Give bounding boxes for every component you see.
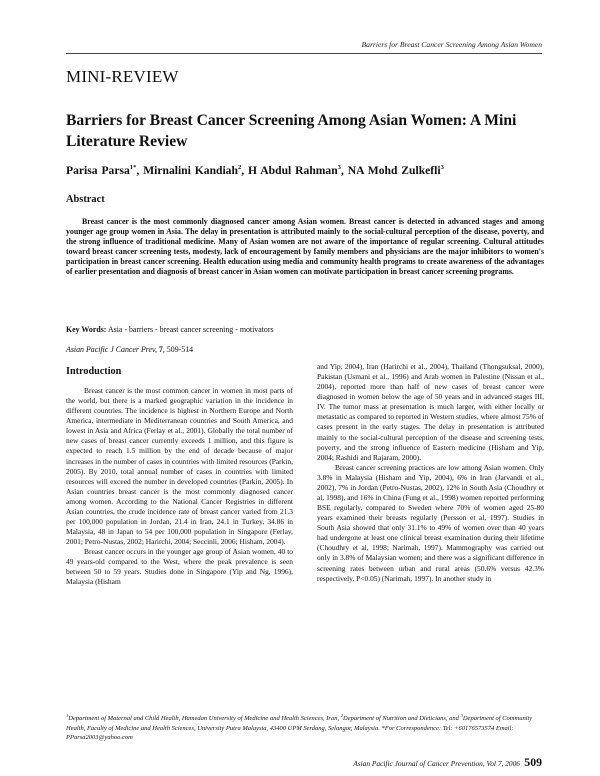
author-name: H Abdul Rahman [248, 164, 338, 177]
introduction-heading: Introduction [66, 366, 122, 377]
author-affiliation-marker: 2 [237, 164, 242, 172]
affiliation-marker: 2 [340, 713, 344, 718]
body-paragraph: and Yip, 2004), Iran (Harirchi et al., 2004), Thailand (Thongsuksal, 2000), Pakistan (Usmani et al., 1996) and Arab women in Palestine (Nissan et al., 2004), reported more than half of new cases of breast cancer were diagnosed in women below the age of 50 years and in advanced stages III, IV. The tumor mass at presentation is much larger, with either locally or metastatic as compared to reported in Western studies, where almost 75% of cases present in the early stages. The delay in presentation is attributed mainly to the social-cultural perception of the disease and screening tests, poverty, and the strong influence of Eastern medicine (Hisham and Yip, 2004; Rashidi and Rajaram, 2000). [317, 362, 544, 462]
keywords-text: Asia - barriers - breast cancer screening - motivators [106, 325, 274, 334]
affiliation-marker: 3 [460, 713, 463, 718]
author-name: Mirnalini Kandiah [143, 164, 238, 177]
citation-journal: Asian Pacific J Cancer Prev, [66, 345, 157, 354]
affiliation-text: Department of Nutrition and Dieticians, and [343, 715, 461, 723]
author-separator: , [136, 164, 144, 177]
author-affiliation-marker: 1* [129, 164, 137, 172]
footer-journal: Asian Pacific Journal of Cancer Prevention, Vol 7, 2006 [353, 759, 520, 768]
affiliation-text: Department of Community Health, Faculty of Medicine and Health Sciences, University Putra Malaysia, 43400 UPM Serdang, Selangor, Malaysia. *For Correspondence: Tel: +60176573574 Email: PParsa2003@yahoo.com [66, 715, 533, 741]
body-paragraph: Breast cancer screening practices are low among Asian women. Only 3.8% in Malaysia (Hisham and Yip, 2004), 6% in Iran (Jarvandi et al., 2002), 7% in Jordan (Petro-Nustas, 2002), 12% in South Asia (Choudhry et al, 1998), and 16% in China (Fung et al., 1998) women reported performing BSE regularly, compared to Sweden where 70% of women aged 25-80 years examined their breasts regularly (Persson et al, 1997). Studies in South Asia showed that only 31.1% to 49% of women over than 40 years had undergone at least one clinical breast examination during their lifetime (Choudhry et al, 1998; Narimah, 1997). Mammography was carried out only in 3.8% of Malaysian women; and there was a significant difference in screening rates between urban and rural areas (50.6% versus 42.3% respectively, P<0.05) (Narimah, 1997). In another study in [317, 462, 544, 583]
citation-pages: , 509-514 [162, 345, 194, 354]
citation [66, 345, 193, 354]
running-head: Barriers for Breast Cancer Screening Among Asian Women [361, 40, 542, 49]
author-name: NA Mohd Zulkefli [347, 164, 441, 177]
right-column [317, 362, 544, 584]
body-paragraph: Breast cancer occurs in the younger age group of Asian women, 40 to 49 years-old compared to the West, where the peak prevalence is seen between 50 to 59 years. Studies done in Singapore (Yip and Ng, 1996), Malaysia (Hisham [66, 547, 293, 587]
author-separator: , [340, 164, 348, 177]
page-number: 509 [524, 755, 542, 769]
keywords [66, 325, 546, 334]
author-name: Parisa Parsa [66, 164, 130, 177]
article-title: Barriers for Breast Cancer Screening Among Asian Women: A Mini Literature Review [66, 112, 517, 150]
author-affiliation-marker: 3 [337, 164, 341, 172]
author-list [66, 164, 444, 177]
header-rule [66, 53, 542, 54]
author-affiliation-marker: 3 [440, 164, 444, 172]
body-paragraph: Breast cancer is the most common cancer in women in most parts of the world, but there is a marked geographic variation in the incidence in different countries. The incidence is highest in Northern Europe and North America, intermediate in Mediterranean countries and South America, and lowest in Asia and Africa (Ferlay et al., 2001). Globally the total number of new cases of breast cancer currently exceeds 1 million, and this figure is expected to reach 1.5 million by the end of decade because of major increases in the number of cases in countries with limited resources (Parkin, 2005). By 2010, total annual number of cases in countries with limited resources will exceed the number in developed countries (Parkin, 2005). In Asian countries breast cancer is the most commonly diagnosed cancer among women. According to the National Cancer Registries in different Asian countries, the crude incidence rate of breast cancer varied from 21.3 per 100,000 population in Jordan, 21.4 in Iran, 24.1 in Turkey, 34.86 in Malaysia, 48 in Japan to 54 per 100,000 population in Singapore (Ferlay, 2001; Petro-Nustas, 2002; Harirchi, 2004; Seccinli, 2006; Hisham, 2004). [66, 386, 293, 547]
citation-volume: 7 [156, 345, 163, 354]
affiliation-marker: 1 [66, 713, 69, 718]
author-separator: , [241, 164, 249, 177]
left-column [66, 362, 293, 588]
keywords-label: Key Words: [66, 325, 107, 334]
abstract-heading: Abstract [66, 194, 105, 205]
section-type: MINI-REVIEW [66, 67, 179, 86]
abstract-text: Breast cancer is the most commonly diagnosed cancer among Asian women. Breast cancer is detected in advanced stages and among younger age group women in Asia. The delay in presentation is attributed mainly to the social-cultural perception of the disease, poverty, and the strong influence of traditional medicine. Many of Asian women are not aware of the importance of regular screening. Cultural attitudes toward breast cancer screening tests, modesty, lack of encouragement by family members and physicians are the major inhibitors to women's participation in breast cancer screening. Health education using media and community health programs to create awareness of the advantages of earlier presentation and diagnosis of breast cancer in Asian women can motivate participation in breast cancer screening programs. [66, 217, 544, 277]
affiliation-text: Department of Maternal and Child Health, Hamedan University of Medicine and Health Sciences, Iran, [68, 715, 341, 723]
affiliations [66, 711, 546, 742]
